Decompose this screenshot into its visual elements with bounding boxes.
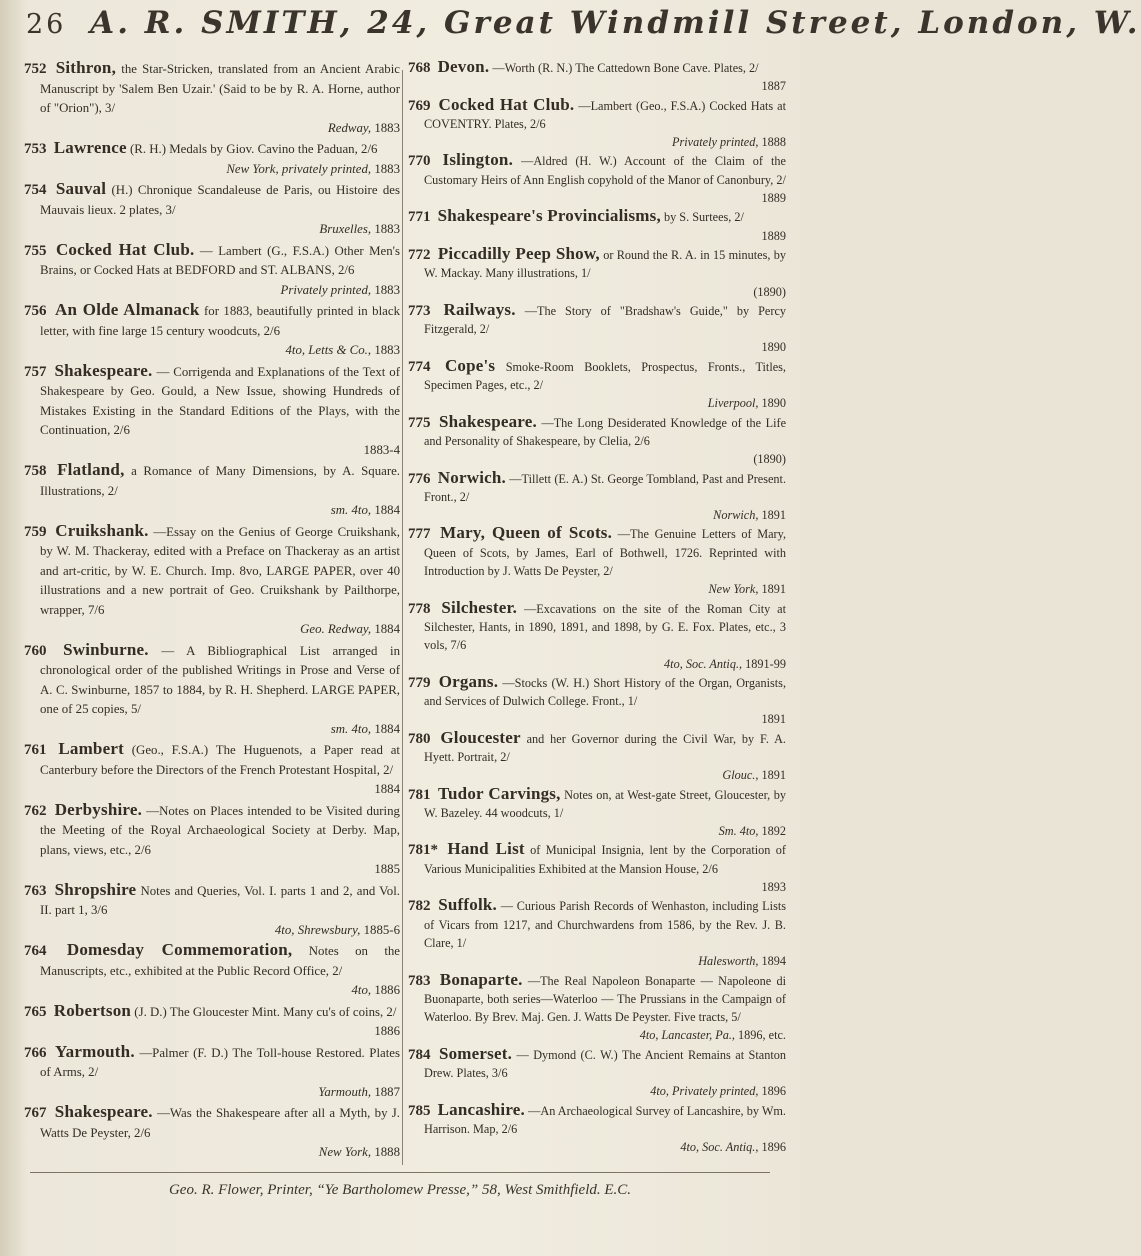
catalogue-entry <box>24 1042 400 1103</box>
entry-title: Piccadilly Peep Show, <box>437 243 600 263</box>
entry-description: Notes on the Manuscripts, etc., exhibited at the Public Record Office, 2/ <box>40 944 401 978</box>
entry-description: of Municipal Insignia, lent by the Corporation of Various Municipalities Exhibited at the Mansion House, 2/6 <box>424 843 787 876</box>
entry-date: 1883 <box>374 282 400 297</box>
entry-title: Sauval <box>55 179 107 198</box>
entry-description: a Romance of Many Dimensions, by A. Square. Illustrations, 2/ <box>40 464 401 498</box>
entry-number: 758 <box>24 463 47 479</box>
entry-description: — Curious Parish Records of Wenhaston, including Lists of Vicars from 1217, and Churchwardens from 1586, by the Rev. J. B. Clare, 1/ <box>424 899 787 950</box>
entry-number: 776 <box>408 470 431 487</box>
entry-imprint-line <box>424 655 786 673</box>
entry-number: 762 <box>24 802 47 819</box>
catalogue-entry <box>408 413 786 469</box>
entry-number: 763 <box>24 882 47 899</box>
entry-number: 757 <box>24 363 47 380</box>
entry-number: 760 <box>24 642 47 659</box>
entry-imprint: 4to, <box>351 983 372 997</box>
entry-imprint-line <box>40 921 400 941</box>
entry-title: Shakespeare. <box>54 1102 153 1121</box>
entry-date: 1883-4 <box>363 442 400 457</box>
catalogue-entry <box>24 739 400 800</box>
entry-description: Notes and Queries, Vol. I. parts 1 and 2, and Vol. II. part 1, 3/6 <box>40 883 401 917</box>
entry-description: (R. H.) Medals by Giov. Cavino the Paduan, 2/6 <box>129 142 378 156</box>
entry-title: Islington. <box>442 150 514 170</box>
catalogue-entry <box>24 138 400 179</box>
entry-number: 784 <box>408 1046 431 1063</box>
entry-description: —Aldred (H. W.) Account of the Claim of the Customary Heirs of Ann English copyhold of the Manor of Canonbury, 2/ <box>424 154 786 187</box>
entry-date: 1885-6 <box>363 922 400 937</box>
entry-imprint-line <box>424 283 786 301</box>
entry-imprint: New York, <box>318 1145 372 1159</box>
entry-date: 1887 <box>761 79 786 94</box>
entry-title: Shropshire <box>54 879 137 899</box>
entry-imprint: Geo. Redway, <box>300 622 372 636</box>
entry-number: 772 <box>408 246 431 263</box>
catalogue-entry <box>408 840 786 896</box>
entry-title: Flatland, <box>57 460 125 479</box>
entry-description: —Was the Shakespeare after all a Myth, by J. Watts De Peyster, 2/6 <box>40 1106 400 1140</box>
entry-imprint: 4to, Shrewsbury, <box>274 922 361 937</box>
entry-title: Railways. <box>443 299 516 319</box>
entry-description: Notes on, at West-gate Street, Gloucester, by W. Bazeley. 44 woodcuts, 1/ <box>424 787 787 820</box>
entry-title: Gloucester <box>440 727 521 747</box>
entry-description: —The Real Napoleon Bonaparte — Napoleone di Buonaparte, both series—Waterloo — The Prussians in the Campaign of Waterloo. By Brev. Maj. Gen. J. Watts De Peyster. Five tracts, 5/ <box>424 973 787 1025</box>
entry-date: 1891 <box>761 712 786 727</box>
entry-imprint-line <box>424 189 786 207</box>
entry-imprint-line <box>424 878 786 896</box>
catalogue-entry <box>24 1102 400 1163</box>
entry-imprint-line <box>40 160 400 180</box>
catalogue-entry <box>24 361 400 461</box>
entry-imprint: Glouc., <box>722 768 759 783</box>
entry-imprint-line <box>40 341 400 361</box>
entry-date: 1888 <box>761 135 786 150</box>
entry-imprint-line <box>424 506 786 524</box>
entry-date: 1883 <box>374 343 400 357</box>
catalogue-entry <box>24 179 400 240</box>
entry-imprint-line <box>424 450 786 468</box>
entry-date: 1883 <box>374 222 400 236</box>
catalogue-entry <box>408 207 786 245</box>
catalogue-entry <box>408 1101 786 1157</box>
entry-description: for 1883, beautifully printed in black letter, with fine large 15 century woodcuts, 2/6 <box>40 304 400 338</box>
entry-imprint-line <box>40 720 400 740</box>
catalogue-entry <box>24 940 400 1001</box>
entry-number: 779 <box>408 674 431 691</box>
entry-date: 1884 <box>374 782 400 796</box>
entry-title: Cope's <box>444 355 496 375</box>
entry-number: 759 <box>24 523 47 540</box>
entry-number: 755 <box>24 242 47 259</box>
entry-date: 1892 <box>761 824 786 839</box>
entry-imprint: Redway, <box>327 120 372 135</box>
entry-title: Sithron, <box>55 58 117 77</box>
entry-description: and her Governor during the Civil War, by F. A. Hyett. Portrait, 2/ <box>424 731 786 764</box>
catalogue-entry <box>408 524 786 598</box>
entry-number: 768 <box>408 60 431 76</box>
catalogue-entry <box>24 460 400 521</box>
entry-title: Organs. <box>438 671 499 691</box>
entry-date: 1887 <box>374 1084 400 1099</box>
entry-date: (1890) <box>753 284 786 299</box>
entry-number: 781* <box>408 842 438 859</box>
entry-imprint-line <box>424 227 786 245</box>
entry-title: Lawrence <box>53 138 127 157</box>
entry-imprint-line <box>40 220 400 240</box>
entry-title: Bonaparte. <box>439 969 523 989</box>
entry-title: Swinburne. <box>63 639 149 659</box>
entry-title: Somerset. <box>438 1043 513 1063</box>
catalogue-entry <box>24 240 400 301</box>
entry-number: 761 <box>24 742 47 758</box>
entry-description: —Palmer (F. D.) The Toll-house Restored. Plates of Arms, 2/ <box>40 1045 400 1079</box>
entry-number: 778 <box>408 600 431 617</box>
entry-date: 1885 <box>374 862 400 876</box>
entry-title: Tudor Carvings, <box>438 783 561 803</box>
entry-title: Derbyshire. <box>54 799 143 819</box>
entry-title: Norwich. <box>437 467 506 487</box>
catalogue-entry <box>408 599 786 673</box>
printer-imprint-footer: Geo. R. Flower, Printer, “Ye Bartholomew Presse,” 58, West Smithfield. E.C. <box>30 1172 770 1213</box>
entry-imprint-line <box>40 780 400 800</box>
entry-description: — Lambert (G., F.S.A.) Other Men's Brains, or Cocked Hats at BEDFORD and ST. ALBANS, 2/6 <box>40 243 400 277</box>
entry-imprint: 4to, Soc. Antiq., <box>680 1140 759 1155</box>
entry-description: —The Genuine Letters of Mary, Queen of Scots, by James, Earl of Bothwell, 1726. Reprinted with Introduction by J. Watts De Peyster, 2/ <box>424 527 787 579</box>
entry-imprint-line <box>40 441 400 461</box>
catalogue-entry <box>408 58 786 96</box>
entry-imprint: sm. 4to, <box>330 721 372 736</box>
entry-description: — Dymond (C. W.) The Ancient Remains at Stanton Drew. Plates, 3/6 <box>424 1047 786 1081</box>
entry-imprint-line <box>40 281 400 301</box>
entry-date: 1891 <box>761 768 786 783</box>
entry-description: (Geo., F.S.A.) The Huguenots, a Paper read at Canterbury before the Directors of the French Protestant Hospital, 2/ <box>40 743 400 777</box>
page-header <box>26 5 1141 63</box>
catalogue-entry <box>408 96 786 152</box>
entry-description: or Round the R. A. in 15 minutes, by W. Mackay. Many illustrations, 1/ <box>424 247 787 281</box>
entry-date: 1886 <box>374 983 400 997</box>
catalogue-entry <box>408 301 786 357</box>
right-column <box>408 58 786 1170</box>
entry-imprint-line <box>40 620 400 640</box>
column-divider <box>402 70 403 1165</box>
entry-imprint-line <box>424 766 786 784</box>
entry-imprint: Liverpool, <box>707 396 759 411</box>
entry-imprint-line <box>40 1143 400 1163</box>
entry-title: Cruikshank. <box>55 520 149 540</box>
entry-description: —Worth (R. N.) The Cattedown Bone Cave. Plates, 2/ <box>492 61 759 75</box>
entry-title: Shakespeare's Provincialisms, <box>437 206 661 226</box>
entry-title: Yarmouth. <box>55 1041 135 1061</box>
entry-title: Cocked Hat Club. <box>438 94 575 114</box>
entry-imprint: 4to, Soc. Antiq., <box>664 656 743 671</box>
entry-imprint: 4to, Letts & Co., <box>285 343 372 357</box>
entry-imprint: 4to, Lancaster, Pa., <box>639 1028 735 1043</box>
entry-number: 770 <box>408 153 431 170</box>
catalogue-entry <box>408 729 786 785</box>
entry-imprint-line <box>40 1022 400 1042</box>
catalogue-entry <box>408 357 786 413</box>
catalogue-entry <box>24 521 400 640</box>
entry-number: 771 <box>408 209 431 226</box>
catalogue-entry <box>408 673 786 729</box>
catalogue-entry <box>408 469 786 525</box>
entry-title: Domesday Commemoration, <box>66 940 293 959</box>
page-title: A. R. SMITH, 24, Great Windmill Street, London, W. <box>90 5 1141 41</box>
entry-description: —The Long Desiderated Knowledge of the Life and Personality of Shakespeare, by Clelia, 2/6 <box>424 415 787 448</box>
entry-imprint: Privately printed, <box>672 135 759 150</box>
entry-number: 774 <box>408 358 431 375</box>
entry-number: 782 <box>408 898 431 915</box>
entry-date: 1891 <box>761 508 786 523</box>
entry-description: (H.) Chronique Scandaleuse de Paris, ou Histoire des Mauvais lieux. 2 plates, 3/ <box>40 183 400 217</box>
entry-imprint-line <box>424 952 786 970</box>
entry-title: Devon. <box>437 57 490 76</box>
entry-title: Lambert <box>58 739 124 758</box>
entry-imprint-line <box>424 1026 786 1044</box>
entry-title: Suffolk. <box>438 895 498 915</box>
entry-date: 1889 <box>761 191 786 206</box>
entry-imprint-line <box>424 394 786 412</box>
entry-date: 1884 <box>374 721 400 736</box>
entry-imprint: Sm. 4to, <box>718 824 759 839</box>
entry-date: 1891 <box>761 582 786 597</box>
entry-title: Mary, Queen of Scots. <box>440 523 613 543</box>
entry-date: 1888 <box>374 1145 400 1159</box>
entry-imprint: New York, privately printed, <box>226 161 372 176</box>
entry-title: Lancashire. <box>437 1099 525 1119</box>
entry-number: 785 <box>408 1102 431 1119</box>
entry-imprint-line <box>424 77 786 95</box>
left-column <box>24 58 400 1170</box>
entry-number: 780 <box>408 730 431 747</box>
entry-imprint-line <box>424 1138 786 1156</box>
catalogue-entry <box>24 800 400 880</box>
entry-title: Silchester. <box>441 597 518 617</box>
entry-number: 754 <box>24 182 47 198</box>
entry-imprint-line <box>424 710 786 728</box>
entry-number: 769 <box>408 97 431 114</box>
entry-number: 783 <box>408 972 431 989</box>
entry-date: 1896 <box>761 1084 786 1099</box>
entry-number: 752 <box>24 61 47 77</box>
entry-number: 781 <box>408 786 431 803</box>
catalogue-entry <box>24 58 400 138</box>
entry-imprint-line <box>424 822 786 840</box>
catalogue-entry <box>408 785 786 841</box>
entry-imprint: Yarmouth, <box>318 1084 372 1099</box>
entry-imprint-line <box>424 580 786 598</box>
entry-date: 1883 <box>374 120 400 135</box>
entry-description: —Stocks (W. H.) Short History of the Organ, Organists, and Services of Dulwich College. Front., 1/ <box>424 675 787 709</box>
entry-description: — Corrigenda and Explanations of the Text of Shakespeare by Geo. Gould, a New Issue, showing Hundreds of Mistakes Existing in the Standard Editions of the Plays, with the Continuation, 2/6 <box>40 364 400 437</box>
entry-imprint: Halesworth, <box>698 954 759 969</box>
catalogue-entry <box>408 971 786 1045</box>
entry-imprint-line <box>40 1083 400 1103</box>
entry-number: 773 <box>408 302 431 319</box>
entry-number: 766 <box>24 1044 47 1061</box>
entry-imprint-line <box>40 501 400 521</box>
entry-title: Robertson <box>53 1000 132 1020</box>
catalogue-entry <box>408 1045 786 1101</box>
entry-imprint-line <box>424 1082 786 1100</box>
entry-date: 1894 <box>761 954 786 969</box>
entry-date: 1886 <box>374 1024 400 1038</box>
entry-number: 764 <box>24 943 47 959</box>
entry-description: by S. Surtees, 2/ <box>663 210 744 225</box>
entry-imprint: sm. 4to, <box>330 503 372 517</box>
entry-imprint-line <box>424 338 786 356</box>
entry-imprint: Norwich, <box>713 508 759 523</box>
entry-imprint-line <box>40 119 400 139</box>
entry-date: 1890 <box>761 396 786 411</box>
catalogue-entry <box>24 300 400 361</box>
entry-date: 1896, etc. <box>738 1028 786 1043</box>
entry-description: —Tillett (E. A.) St. George Tombland, Past and Present. Front., 2/ <box>424 471 787 504</box>
entry-imprint-line <box>424 133 786 151</box>
entry-title: Shakespeare. <box>54 360 153 380</box>
entry-title: Cocked Hat Club. <box>55 239 195 259</box>
catalogue-entry <box>24 1001 400 1042</box>
entry-description: —The Story of "Bradshaw's Guide," by Percy Fitzgerald, 2/ <box>424 303 787 337</box>
catalogue-entry <box>408 896 786 970</box>
entry-description: —Excavations on the site of the Roman City at Silchester, Hants, in 1890, 1891, and 1898, by G. E. Fox. Plates, etc., 3 vols, 7/6 <box>424 601 787 653</box>
entry-date: 1883 <box>374 161 400 176</box>
entry-description: —An Archaeological Survey of Lancashire, by Wm. Harrison. Map, 2/6 <box>424 1103 786 1136</box>
entry-number: 775 <box>408 414 431 431</box>
entry-imprint: New York, <box>708 582 759 597</box>
entry-title: Shakespeare. <box>438 411 537 431</box>
catalogue-entry <box>24 640 400 740</box>
catalogue-entry <box>408 245 786 301</box>
catalogue-entry <box>408 151 786 207</box>
entry-number: 767 <box>24 1105 47 1121</box>
entry-date: 1889 <box>761 228 786 243</box>
page-number: 26 <box>26 9 67 40</box>
entry-imprint: Bruxelles, <box>319 222 372 236</box>
entry-description: — A Bibliographical List arranged in chronological order of the published Writings in Prose and Verse of A. C. Swinburne, 1857 to 1884, by R. H. Shepherd. LARGE PAPER, one of 25 copies, 5/ <box>40 643 400 716</box>
catalogue-entry <box>24 880 400 941</box>
entry-description: (J. D.) The Gloucester Mint. Many cu's of coins, 2/ <box>134 1004 397 1019</box>
entry-number: 777 <box>408 526 431 543</box>
entry-imprint: Privately printed, <box>280 282 372 297</box>
entry-description: —Notes on Places intended to be Visited during the Meeting of the Royal Archaeological Society at Derby. Map, plans, views, etc., 2/6 <box>40 803 400 857</box>
entry-imprint-line <box>40 860 400 880</box>
entry-date: 1890 <box>761 340 786 355</box>
entry-imprint-line <box>40 981 400 1001</box>
entry-imprint: 4to, Privately printed, <box>650 1084 759 1099</box>
entry-description: the Star-Stricken, translated from an Ancient Arabic Manuscript by 'Salem Ben Uzair.' (Said to be by R. A. Horne, author of "Orion"), 3/ <box>40 62 400 115</box>
entry-title: An Olde Almanack <box>54 300 200 319</box>
entry-date: (1890) <box>753 452 786 467</box>
entry-number: 756 <box>24 303 47 319</box>
entry-description: —Essay on the Genius of George Cruikshank, by W. M. Thackeray, edited with a Preface on Thackeray as an artist and art-critic, by W. E. Church. Imp. 8vo, LARGE PAPER, over 40 illustrations and a new portrait of Geo. Cruikshank by Pailthorpe, wrapper, 7/6 <box>40 524 400 617</box>
entry-description: Smoke-Room Booklets, Prospectus, Fronts., Titles, Specimen Pages, etc., 2/ <box>424 359 786 393</box>
entry-date: 1884 <box>374 503 400 517</box>
entry-description: —Lambert (Geo., F.S.A.) Cocked Hats at COVENTRY. Plates, 2/6 <box>424 98 787 131</box>
entry-number: 753 <box>24 141 47 157</box>
entry-date: 1896 <box>761 1140 786 1155</box>
entry-date: 1884 <box>374 622 400 636</box>
entry-date: 1893 <box>761 880 786 895</box>
entry-number: 765 <box>24 1003 47 1020</box>
entry-title: Hand List <box>447 839 525 859</box>
entry-date: 1891-99 <box>745 656 786 671</box>
